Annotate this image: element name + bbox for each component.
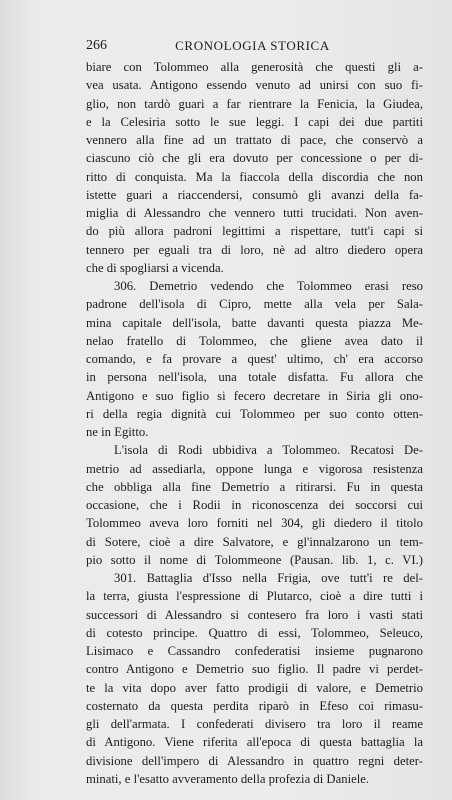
text-line: ciascuno ciò che gli era dovuto per concessione o per di-: [86, 151, 423, 166]
text-line: mina capitale dell'isola, batte davanti questa piazza Me-: [86, 315, 423, 330]
text-line: e la Celesiria sotto le sue leggi. I capi dei due partiti: [86, 114, 423, 129]
text-line: pio sotto il nome di Tolommeone (Pausan. lib. 1, c. VI.): [86, 552, 423, 567]
text-line: 301. Battaglia d'Isso nella Frigia, ove tutt'i re del-: [114, 571, 423, 585]
text-line: ritto di conquista. Ma la fiaccola della discordia che non: [86, 169, 423, 184]
text-line: miglia di Alessandro che vennero tutti trucidati. Non aven-: [86, 206, 423, 220]
text-line: vea usata. Antigono essendo venuto ad unirsi con suo fi-: [86, 78, 423, 93]
text-line: che obbliga alla fine Demetrio a ritirarsi. Fu in questa: [86, 479, 423, 494]
text-line: la terra, giusta l'espressione di Plutarco, cioè a dire tutti i: [86, 589, 423, 604]
text-line: successori di Alessandro si contesero fra loro i vasti stati: [86, 607, 423, 622]
text-line: vennero alla fine ad un trattato di pace, che conservò a: [86, 133, 423, 147]
text-line: Tolommeo aveva loro forniti nel 304, gli diedero il titolo: [86, 516, 423, 531]
text-line: Lisimaco e Cassandro confederatisi insieme pugnarono: [86, 644, 423, 658]
text-line: occasione, che i Rodii in riconoscenza dei soccorsi cui: [86, 498, 423, 512]
text-line: di Sotere, cioè a dire Salvatore, e gl'innalzarono un tem-: [86, 534, 423, 549]
text-line: padrone dell'isola di Cipro, mette alla vela per Sala-: [86, 297, 423, 312]
body-text: [86, 58, 423, 788]
text-line: nelao fratello di Tolommeo, che gliene avea dato il: [86, 333, 423, 348]
text-line: in persona nell'isola, una totale disfatta. Fu allora che: [86, 370, 423, 385]
text-line: L'isola di Rodi ubbidiva a Tolommeo. Recatosi De-: [114, 443, 423, 458]
text-line: divisione dell'impero di Alessandro in quattro regni deter-: [86, 753, 423, 768]
text-line: tennero per eguali tra di loro, nè ad altro diedero opera: [86, 242, 423, 257]
text-line: glio, non tardò guari a far rientrare la Fenicia, la Giudea,: [86, 96, 423, 111]
text-line: te la vita dopo aver fatto prodigii di valore, e Demetrio: [86, 680, 423, 695]
text-line: biare con Tolommeo alla generosità che questi gli a-: [86, 60, 423, 74]
text-line: metrio ad assediarla, oppone lunga e vigorosa resistenza: [86, 461, 423, 476]
page-header: [80, 38, 425, 54]
text-line: ne in Egitto.: [86, 425, 149, 439]
text-line: ri della regia dignità cui Tolommeo per suo conto otten-: [86, 406, 423, 421]
text-line: comando, e fa provare a quest' ultimo, ch' era accorso: [86, 352, 423, 366]
text-line: istette guari a riaccendersi, consumò gli avanzi della fa-: [86, 187, 423, 202]
page-number: 266: [86, 38, 107, 53]
text-line: Antigono e suo figlio si fecero decretare in Siria gli ono-: [86, 388, 423, 403]
text-line: minati, e l'esatto avveramento della profezia di Daniele.: [86, 771, 370, 786]
text-line: do più allora padroni legittimi a rispettare, tutt'i capi si: [86, 224, 423, 239]
text-line: di cotesto principe. Quattro di essi, Tolommeo, Seleuco,: [86, 625, 423, 640]
text-line: di Antigono. Viene riferita all'epoca di questa battaglia la: [86, 735, 423, 750]
text-line: che di spogliarsi a vicenda.: [86, 260, 224, 275]
text-line: contro Antigono e Demetrio suo figlio. Il padre vi perdet-: [86, 662, 423, 677]
running-title: CRONOLOGIA STORICA: [175, 38, 330, 53]
text-line: costernato da questa perdita riparò in Efeso coi rimasu-: [86, 698, 423, 713]
text-line: 306. Demetrio vedendo che Tolommeo erasi reso: [114, 279, 423, 293]
text-line: gli dell'armata. I confederati divisero tra loro il reame: [86, 717, 423, 731]
